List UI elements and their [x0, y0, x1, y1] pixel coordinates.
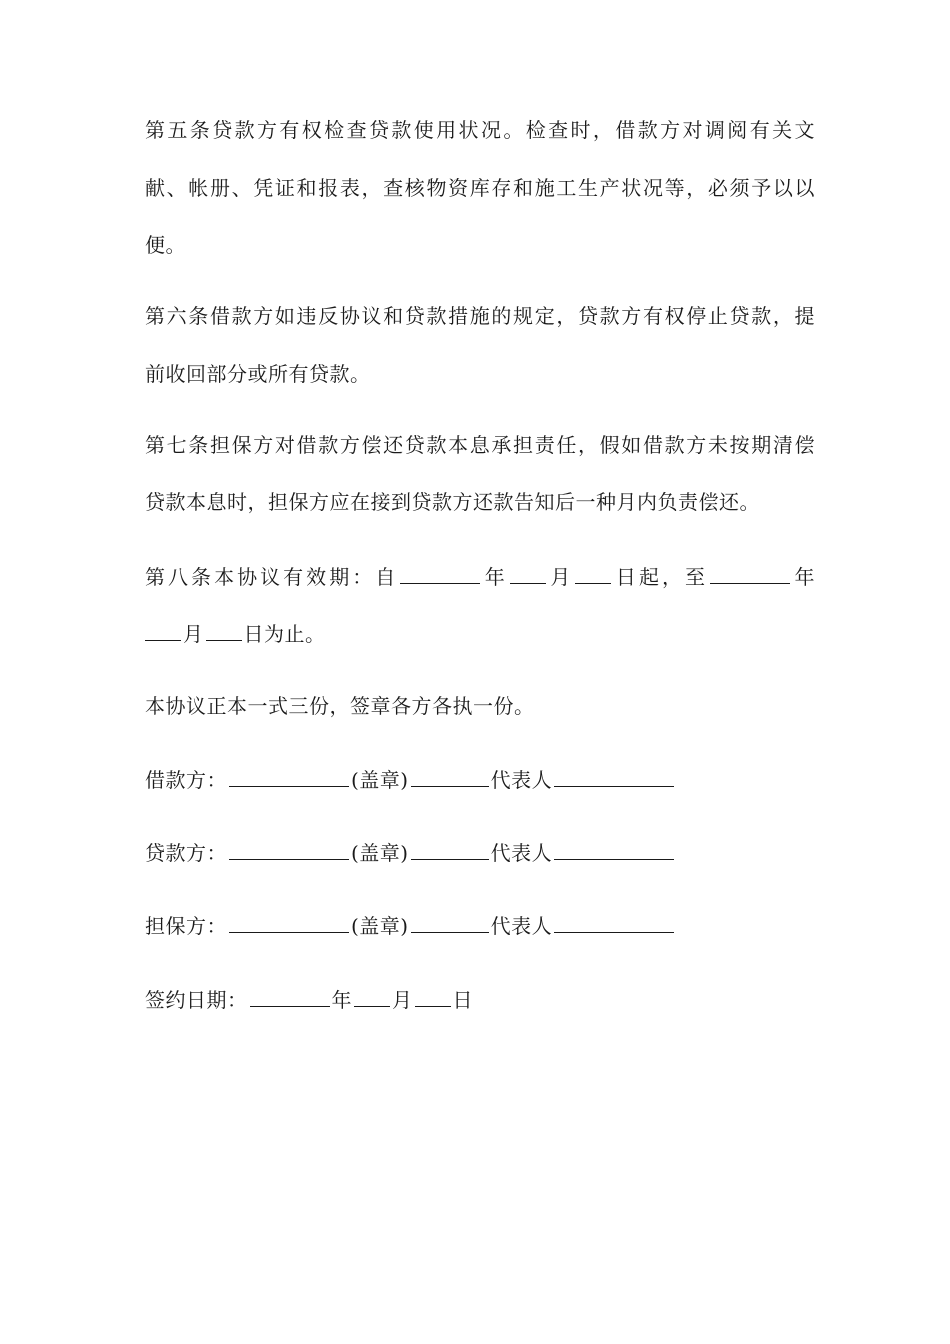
copies-statement: 本协议正本一式三份，签章各方各执一份。	[145, 694, 535, 718]
representative-label: 代表人	[490, 914, 553, 938]
sign-date-year: 年	[331, 988, 352, 1012]
seal-label: (盖章)	[351, 768, 409, 792]
signature-label: 借款方：	[145, 768, 227, 792]
sign-date	[145, 986, 815, 1014]
blank-sign-day	[415, 986, 451, 1007]
blank-month-end	[145, 620, 181, 641]
signature-lender	[145, 839, 815, 867]
blank-month-start	[510, 563, 546, 584]
representative-label: 代表人	[490, 768, 553, 792]
blank-name	[229, 912, 349, 933]
blank-seal	[411, 912, 489, 933]
blank-representative	[554, 912, 674, 933]
article7-line2: 贷款本息时，担保方应在接到贷款方还款告知后一种月内负责偿还。	[145, 490, 760, 514]
blank-seal	[411, 766, 489, 787]
seal-label: (盖章)	[351, 841, 409, 865]
blank-year-end	[710, 563, 790, 584]
article5-line1: 第五条贷款方有权检查贷款使用状况。检查时，借款方对调阅有关文	[145, 118, 815, 142]
signature-guarantor	[145, 912, 815, 940]
blank-seal	[411, 839, 489, 860]
article8-day-start: 日起，至	[613, 565, 709, 589]
signature-label: 担保方：	[145, 914, 227, 938]
article8-day-end: 日为止。	[243, 622, 326, 646]
blank-day-end	[206, 620, 242, 641]
blank-day-start	[575, 563, 611, 584]
sign-date-day: 日	[452, 988, 473, 1012]
blank-sign-month	[354, 986, 390, 1007]
blank-name	[229, 766, 349, 787]
representative-label: 代表人	[490, 841, 553, 865]
article8-year: 年	[482, 565, 508, 589]
blank-representative	[554, 839, 674, 860]
sign-date-month: 月	[392, 988, 413, 1012]
blank-sign-year	[250, 986, 330, 1007]
article8-line2	[145, 620, 815, 648]
article6-line1: 第六条借款方如违反协议和贷款措施的规定，贷款方有权停止贷款，提	[145, 304, 815, 328]
article5-line2: 献、帐册、凭证和报表，查核物资库存和施工生产状况等，必须予以以	[145, 176, 815, 200]
article6-line2: 前收回部分或所有贷款。	[145, 362, 371, 386]
blank-year-start	[400, 563, 480, 584]
article5-line3: 便。	[145, 233, 186, 257]
signature-borrower	[145, 766, 815, 794]
article8-month: 月	[547, 565, 574, 589]
sign-date-label: 签约日期：	[145, 988, 248, 1012]
article8-prefix: 第八条本协议有效期：自	[145, 565, 399, 589]
article7-line1: 第七条担保方对借款方偿还贷款本息承担责任，假如借款方未按期清偿	[145, 433, 815, 457]
article8-year2: 年	[792, 565, 816, 589]
seal-label: (盖章)	[351, 914, 409, 938]
blank-representative	[554, 766, 674, 787]
article8-month2: 月	[183, 622, 204, 646]
signature-label: 贷款方：	[145, 841, 227, 865]
article8-line1	[145, 563, 815, 591]
blank-name	[229, 839, 349, 860]
